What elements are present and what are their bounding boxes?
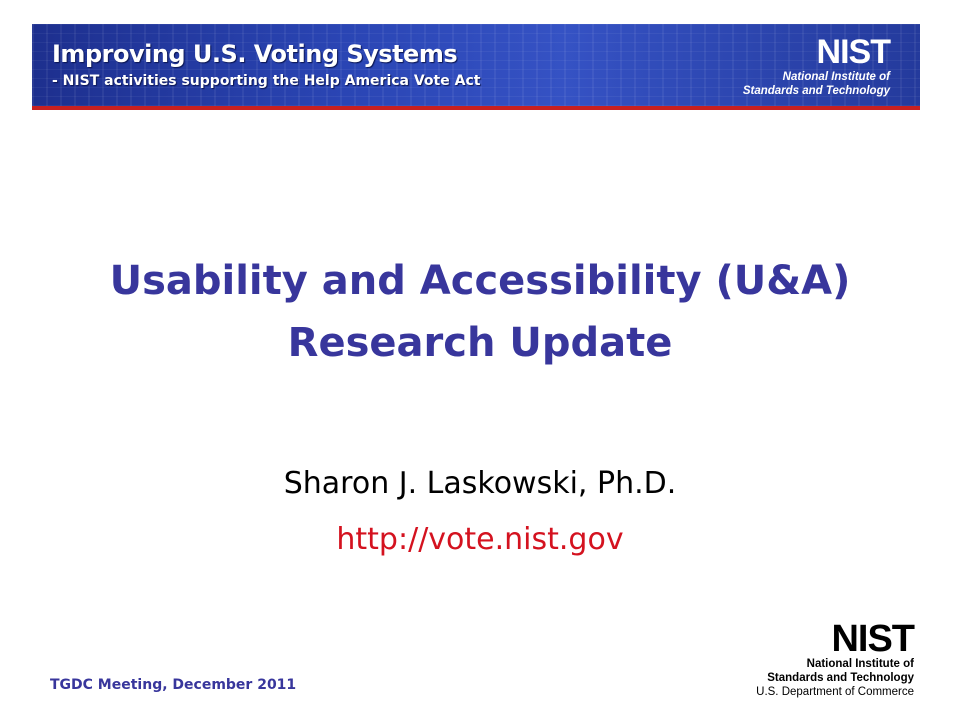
nist-footer-logo-line3: U.S. Department of Commerce	[756, 686, 914, 698]
vote-nist-link[interactable]: http://vote.nist.gov	[336, 522, 624, 557]
header-banner	[32, 24, 920, 110]
author-name: Sharon J. Laskowski, Ph.D.	[283, 466, 677, 501]
slide-title-line2: Research Update	[287, 320, 673, 366]
nist-footer-logo-mark: NIST	[831, 618, 914, 660]
nist-footer-logo-line2: Standards and Technology	[767, 672, 914, 684]
banner-title: Improving U.S. Voting Systems	[52, 40, 458, 68]
slide-title	[0, 250, 960, 374]
nist-logo-mark: NIST	[816, 33, 890, 71]
footer-meeting-label: TGDC Meeting, December 2011	[50, 677, 297, 693]
nist-footer-logo-line1: National Institute of	[806, 658, 914, 670]
slide-title-line1: Usability and Accessibility (U&A)	[109, 258, 851, 304]
nist-footer-logo	[714, 618, 914, 699]
banner-subtitle: - NIST activities supporting the Help America Vote Act	[52, 73, 481, 89]
nist-banner-logo	[720, 34, 890, 98]
nist-logo-line1: National Institute of	[782, 71, 890, 83]
nist-logo-line2: Standards and Technology	[742, 85, 890, 97]
